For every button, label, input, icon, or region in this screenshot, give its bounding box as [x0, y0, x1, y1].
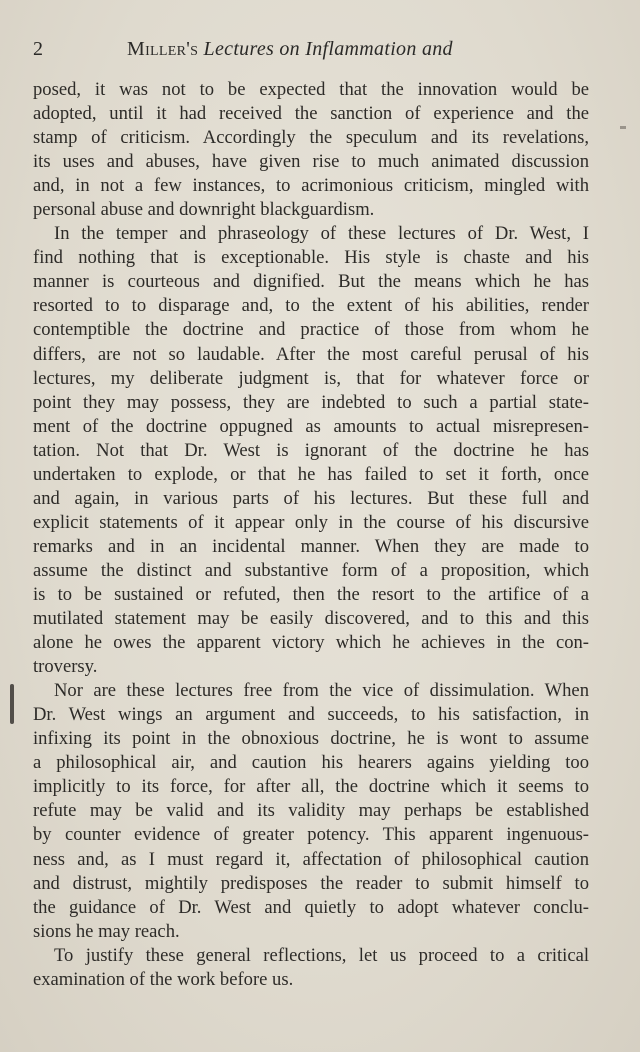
paragraph	[33, 78, 589, 222]
text-line: resorted to to disparage and, to the extent of his abilities, render	[33, 295, 589, 317]
text-line: stamp of criticism. Accordingly the speculum and its revelations,	[33, 127, 589, 149]
text-line: mutilated statement may be easily discovered, and to this and this	[33, 608, 589, 630]
text-line: assume the distinct and substantive form of a proposition, which	[33, 559, 589, 581]
text-line: a philosophical air, and caution his hearers agains yielding too	[33, 752, 589, 774]
text-line: explicit statements of it appear only in the course of his discursive	[33, 511, 589, 533]
page-number: 2	[33, 38, 43, 60]
margin-speck	[620, 126, 626, 129]
paragraph	[33, 679, 589, 944]
text-line: posed, it was not to be expected that the innovation would be	[33, 79, 589, 100]
margin-ink-mark	[10, 684, 14, 724]
text-line: and distrust, mightily predisposes the reader to submit himself to	[33, 872, 589, 894]
text-line: examination of the work before us.	[33, 968, 294, 990]
text-line: its uses and abuses, have given rise to much animated discussion	[33, 151, 589, 173]
body-text	[33, 78, 589, 992]
text-line: is to be sustained or refuted, then the resort to the artifice of a	[33, 583, 589, 605]
paragraph	[33, 944, 589, 992]
running-head-author: Miller's	[127, 38, 199, 60]
text-line: undertaken to explode, or that he has failed to set it forth, once	[33, 463, 589, 485]
text-line: contemptible the doctrine and practice of those from whom he	[33, 319, 589, 341]
text-line: refute may be valid and its validity may perhaps be established	[33, 800, 589, 822]
text-line: point they may possess, they are indebted to such a partial state-	[33, 391, 589, 413]
text-line: differs, are not so laudable. After the most careful perusal of his	[33, 343, 589, 365]
text-line: In the temper and phraseology of these lectures of Dr. West, I	[54, 223, 589, 245]
text-line: sions he may reach.	[33, 920, 180, 942]
text-line: ment of the doctrine oppugned as amounts to actual misrepresen-	[33, 415, 589, 437]
text-line: the guidance of Dr. West and quietly to adopt whatever conclu-	[33, 896, 589, 918]
text-line: troversy.	[33, 656, 98, 678]
text-line: personal abuse and downright blackguardism.	[33, 199, 375, 221]
text-line: adopted, until it had received the sanction of experience and the	[33, 103, 589, 125]
text-line: lectures, my deliberate judgment is, that for whatever force or	[33, 367, 589, 389]
text-line: manner is courteous and dignified. But the means which he has	[33, 271, 589, 293]
text-line: Nor are these lectures free from the vice of dissimulation. When	[54, 680, 589, 702]
running-head-title: Lectures on Inflammation and	[203, 38, 453, 60]
text-line: ness and, as I must regard it, affectation of philosophical caution	[33, 848, 589, 870]
text-line: Dr. West wings an argument and succeeds, to his satisfaction, in	[33, 704, 589, 726]
text-line: find nothing that is exceptionable. His style is chaste and his	[33, 247, 589, 269]
text-line: implicitly to its force, for after all, the doctrine which it seems to	[33, 776, 589, 798]
text-line: by counter evidence of greater potency. This apparent ingenuous-	[33, 824, 589, 846]
text-line: To justify these general reflections, let us proceed to a critical	[54, 944, 589, 966]
text-line: and again, in various parts of his lectures. But these full and	[33, 487, 589, 509]
text-line: tation. Not that Dr. West is ignorant of the doctrine he has	[33, 439, 589, 461]
running-head	[127, 38, 453, 61]
text-line: infixing its point in the obnoxious doctrine, he is wont to assume	[33, 728, 589, 750]
text-line: alone he owes the apparent victory which he achieves in the con-	[33, 632, 589, 654]
page-header	[33, 38, 593, 64]
text-line: and, in not a few instances, to acrimonious criticism, mingled with	[33, 175, 589, 197]
text-line: remarks and in an incidental manner. When they are made to	[33, 535, 589, 557]
paragraph	[33, 222, 589, 679]
